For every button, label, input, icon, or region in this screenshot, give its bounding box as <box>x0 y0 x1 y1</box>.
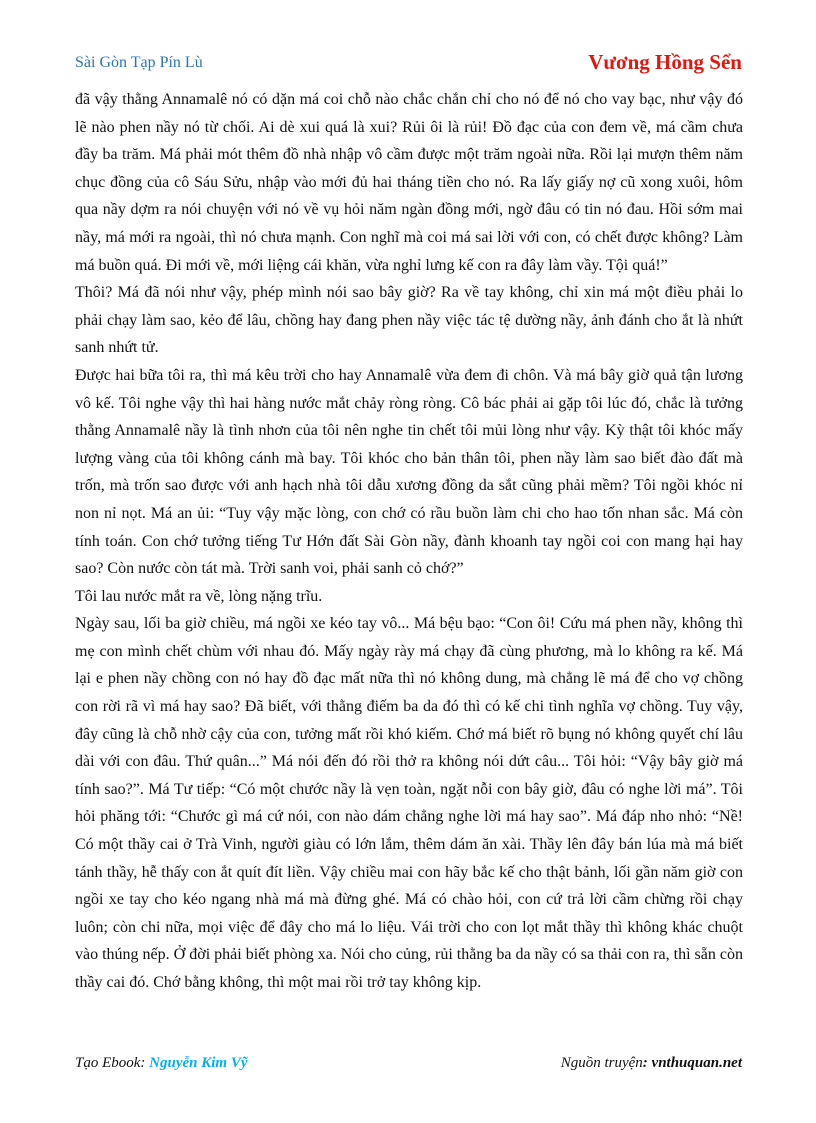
paragraph-1: đã vậy thằng Annamalê nó có dặn má coi chỗ nào chắc chắn chỉ cho nó để nó cho vay bạc, như vậy đó lẽ nào phen nầy nó từ chối. Ai dè xui quá là xui? Rủi ôi là rủi! Đồ đạc của con đem về, má cầm chưa đầy ba trăm. Má phải mót thêm đồ nhà nhập vô cầm được một trăm ngoài nữa. Rồi lại mượn thêm năm chục đồng của cô Sáu Sửu, nhập vào mới đủ hai tháng tiền cho nó. Ra lấy giấy nợ cũ xong xuôi, hôm qua nầy dợm ra nói chuyện với nó về vụ hỏi năm ngàn đồng mới, ngờ đâu có tin nó đau. Hồi sớm mai nầy, má mới ra ngoài, thì nó chưa mạnh. Con nghĩ mà coi má sai lời với con, có chết được không? Làm má buồn quá. Đi mới về, mới liệng cái khăn, vừa nghỉ lưng kế con ra đây làm vầy. Tội quá!” <box>75 91 743 274</box>
source-site: vnthuquan.net <box>651 1055 742 1071</box>
paragraph-3: Được hai bữa tôi ra, thì má kêu trời cho hay Annamalê vừa đem đi chôn. Và má bây giờ quả tận lương vô kế. Tôi nghe vậy thì hai hàng nước mắt chảy ròng ròng. Cô bác phải ai gặp tôi lúc đó, chắc là tưởng thằng Annamalê nầy là tình nhơn của tôi nên nghe tin chết tôi mủi lòng như vậy. Kỳ thật tôi khóc mấy lượng vàng của tôi không cánh mà bay. Tôi khóc cho bản thân tôi, phen nầy làm sao biết đào đất mà trốn, mà trốn sao được với anh hạch nhà tôi dẫu xương đồng da sắt cũng phải mềm? Tôi ngồi khóc nỉ non nỉ nọt. Má an ủi: “Tuy vậy mặc lòng, con chớ có rầu buồn làm chi cho hao tốn nhan sắc. Má còn tính toán. Con chớ tưởng tiếng Tư Hớn đất Sài Gòn nầy, đành khoanh tay ngồi coi con mang hại hay sao? Còn nước còn tát mà. Trời sanh voi, phải sanh cỏ chớ?” <box>75 366 743 578</box>
page-header <box>75 50 742 80</box>
paragraph-2: Thôi? Má đã nói như vậy, phép mình nói sao bây giờ? Ra về tay không, chỉ xin má một điều phải lo phải chạy làm sao, kẻo để lâu, chồng hay đang phen nầy việc tác tệ dường nầy, ảnh đánh cho ắt là nhứt sanh nhứt tử. <box>75 284 743 357</box>
page-footer <box>75 1055 742 1079</box>
ebook-separator: : <box>140 1055 150 1071</box>
ebook-credit <box>75 1055 248 1072</box>
source-label: Nguồn truyện <box>560 1055 643 1071</box>
book-title: Sài Gòn Tạp Pín Lù <box>75 54 203 71</box>
source-credit <box>561 1055 742 1072</box>
source-separator: : <box>642 1055 652 1071</box>
ebook-label: Tạo Ebook <box>75 1055 141 1071</box>
paragraph-5: Ngày sau, lối ba giờ chiều, má ngồi xe kéo tay vô... Má bệu bạo: “Con ôi! Cứu má phen nầy, không thì mẹ con mình chết chùm với nhau đó. Mấy ngày rày má chạy đã cùng phương, mà lo không ra kế. Má lại e phen nầy chồng con nó hay đồ đạc mất nữa thì nó không dung, mà chẳng lẽ má để cho vợ chồng con rời rã vì má hay sao? Đã biết, với thằng điếm ba da đó thì có kế chi tình nghĩa vợ chồng. Tuy vậy, đây cũng là chỗ nhờ cậy của con, tưởng mất rồi khó kiếm. Chớ má biết rõ bụng nó không quyết chí lâu dài với con đâu. Thứ quân...” Má nói đến đó rồi thở ra không nói dứt câu... Tôi hỏi: “Vậy bây giờ má tính sao?”. Má Tư tiếp: “Có một chước nầy là vẹn toàn, ngặt nỗi con bây giờ, đâu có nghe lời má”. Tôi hỏi phăng tới: “Chước gì má cứ nói, con nào dám chẳng nghe lời má hay sao”. Má đáp nho nhỏ: “Nề! Có một thầy cai ở Trà Vinh, người giàu có lớn lắm, thêm dám ăn xài. Thầy lên đây bán lúa mà má biết tánh thầy, hễ thấy con ắt quít đít liền. Vậy chiều mai con hãy bắc kế cho thật bảnh, lối gần năm giờ con ngồi xe tay cho kéo ngang nhà má mà đừng ghé. Má có chào hỏi, con cứ trả lời cầm chừng rồi chạy luôn; còn chi nữa, mọi việc để đây cho má lo liệu. Vái trời cho con lọt mắt thầy thì không khác chuột vào thúng nếp. Ở đời phải biết phòng xa. Nói cho củng, rủi thằng ba da nầy có sa thải con ra, thì sẵn còn thầy cai đó. Chớ bằng không, thì một mai rồi trở tay không kịp. <box>75 615 743 991</box>
author-name: Vương Hồng Sển <box>588 50 742 74</box>
ebook-creator-name: Nguyễn Kim Vỹ <box>149 1055 248 1071</box>
page-body <box>75 86 743 997</box>
paragraph-4: Tôi lau nước mắt ra về, lòng nặng trĩu. <box>75 587 323 605</box>
